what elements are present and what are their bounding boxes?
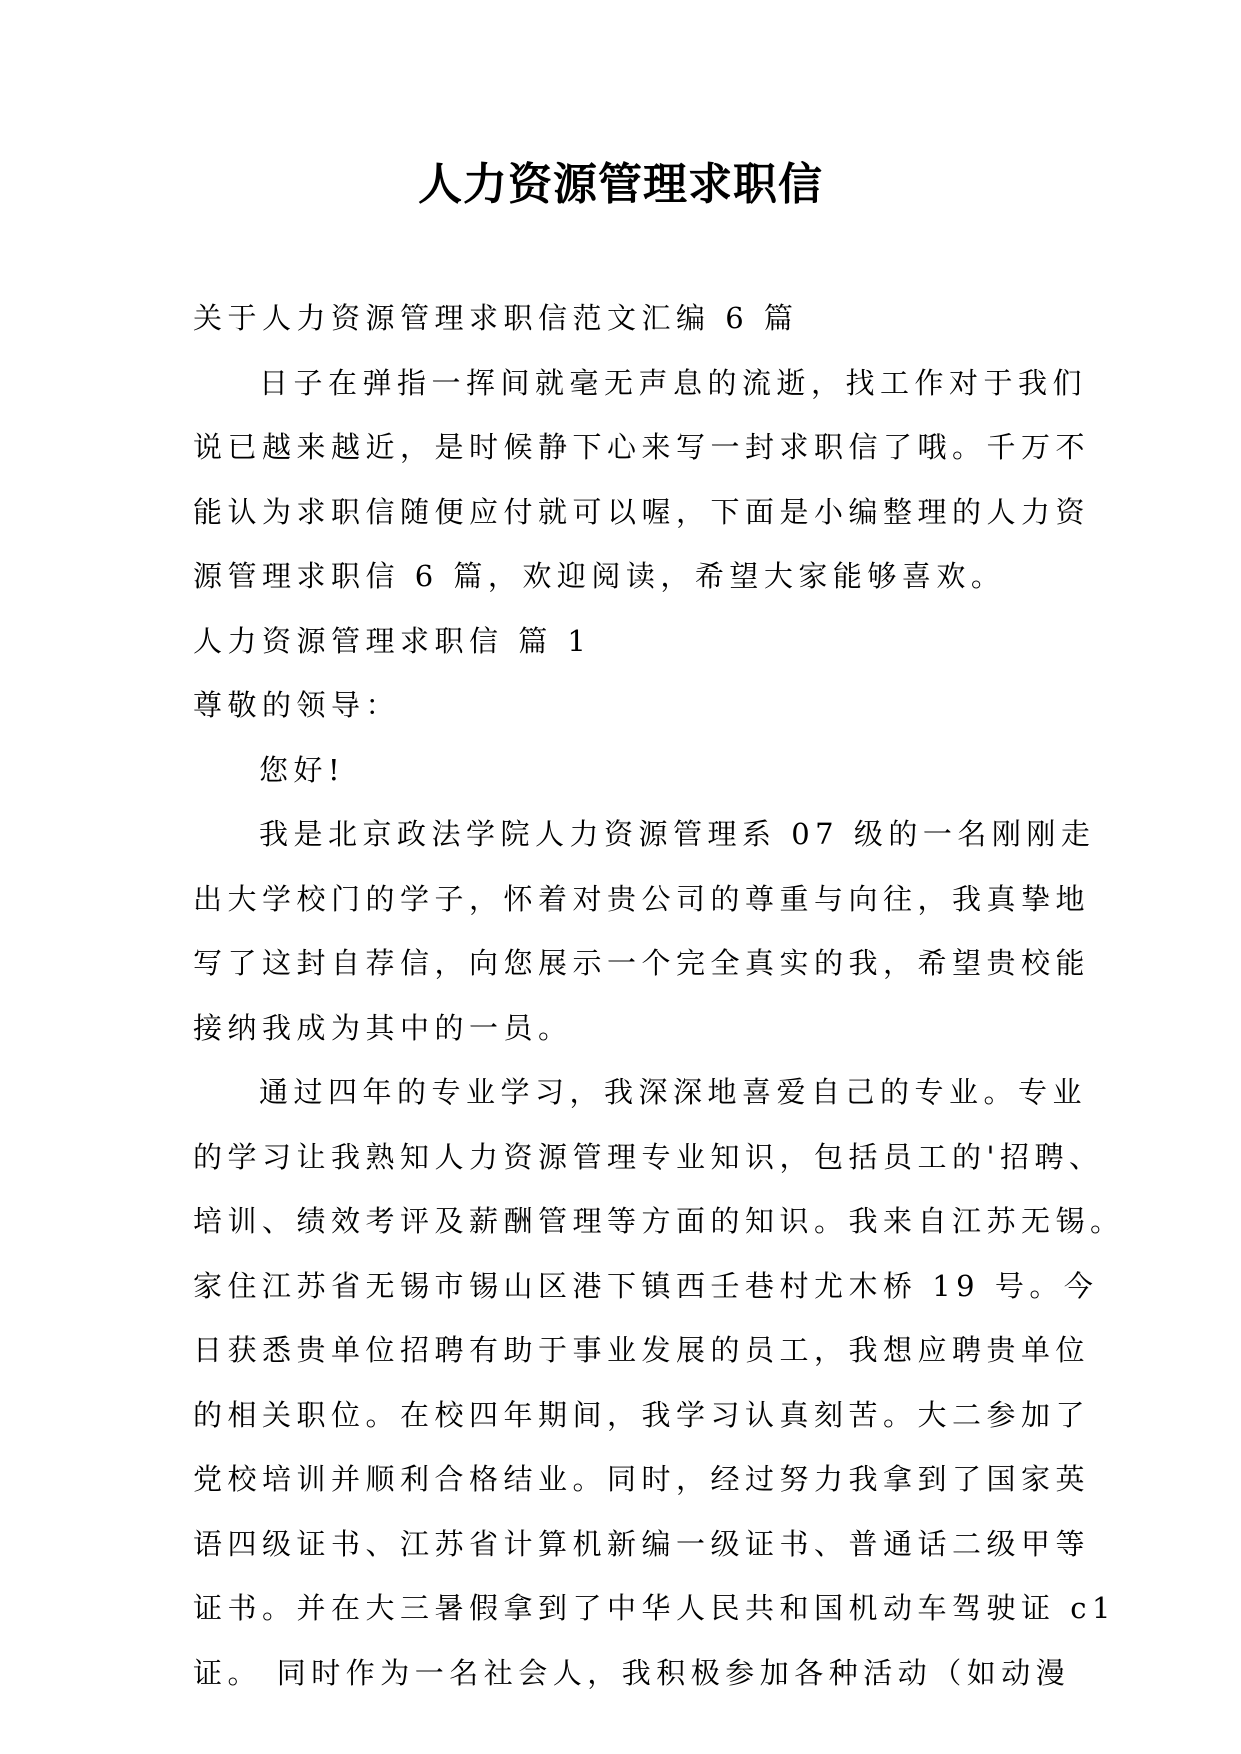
- text-line: 通过四年的专业学习，我深深地喜爱自己的专业。专业: [259, 1075, 1088, 1109]
- text-line: 的相关职位。在校四年期间，我学习认真刻苦。大二参加了: [193, 1397, 1091, 1432]
- text-line: 日获悉贵单位招聘有助于事业发展的员工，我想应聘贵单位: [193, 1333, 1091, 1367]
- text-line: 接纳我成为其中的一员。: [193, 1010, 573, 1045]
- text-line: 出大学校门的学子，怀着对贵公司的尊重与向往，我真挚地: [193, 881, 1091, 916]
- document-body: [193, 286, 1125, 1705]
- text-line: 尊敬的领导：: [193, 688, 401, 722]
- text-line: 源管理求职信 6 篇，欢迎阅读，希望大家能够喜欢。: [193, 559, 1006, 593]
- text-line: 党校培训并顺利合格结业。同时，经过努力我拿到了国家英: [193, 1462, 1091, 1496]
- text-line: 家住江苏省无锡市锡山区港下镇西壬巷村尤木桥 19 号。今: [193, 1268, 1099, 1303]
- text-line: 培训、绩效考评及薪酬管理等方面的知识。我来自江苏无锡。: [193, 1204, 1125, 1238]
- text-line: 我是北京政法学院人力资源管理系 07 级的一名刚刚走: [259, 817, 1096, 851]
- document-title: 人力资源管理求职信: [418, 159, 823, 210]
- text-line: 的学习让我熟知人力资源管理专业知识，包括员工的'招聘、: [193, 1139, 1104, 1174]
- text-line: 证。 同时作为一名社会人，我积极参加各种活动（如动漫: [193, 1655, 1071, 1690]
- text-line: 您好!: [259, 752, 346, 787]
- text-line: 语四级证书、江苏省计算机新编一级证书、普通话二级甲等: [193, 1526, 1091, 1561]
- text-line: 能认为求职信随便应付就可以喔，下面是小编整理的人力资: [193, 494, 1091, 529]
- text-line: 证书。并在大三暑假拿到了中华人民共和国机动车驾驶证 c1: [193, 1591, 1116, 1625]
- text-line: 人力资源管理求职信 篇 1: [193, 623, 592, 658]
- text-line: 日子在弹指一挥间就毫无声息的流逝，找工作对于我们: [259, 365, 1088, 400]
- text-line: 说已越来越近，是时候静下心来写一封求职信了哦。千万不: [193, 430, 1091, 464]
- text-line: 写了这封自荐信，向您展示一个完全真实的我，希望贵校能: [193, 946, 1091, 980]
- text-line: 关于人力资源管理求职信范文汇编 6 篇: [193, 301, 799, 335]
